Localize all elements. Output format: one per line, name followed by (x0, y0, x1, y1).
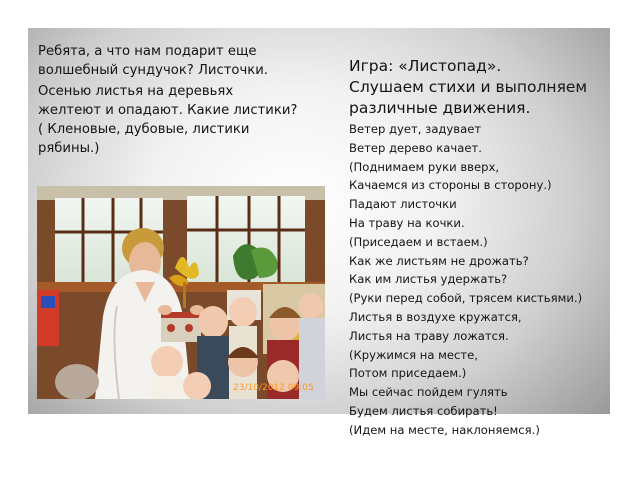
verse-line: Будем листья собирать! (349, 403, 498, 418)
verse-line: Ветер дерево качает. (349, 140, 482, 155)
verse-line: Падают листочки (349, 197, 457, 212)
intro-question: Ребята, а что нам подарит еще волшебный сундучок? Листочки. (38, 44, 269, 78)
game-title: Игра: «Листопад». (349, 57, 502, 75)
verse-line: (Приседаем и встаем.) (349, 234, 488, 249)
verse-line: (Руки перед собой, трясем кистьями.) (349, 291, 583, 306)
intro-text (38, 42, 298, 158)
verse-line: Качаемся из стороны в сторону.) (349, 178, 552, 193)
verse-line: (Кружимся на месте, (349, 347, 478, 362)
verse-line: Листья в воздухе кружатся, (349, 309, 522, 324)
verse-line: Как же листьям не дрожать? (349, 253, 529, 268)
game-subtitle-line-1: Слушаем стихи и выполняем (349, 78, 588, 96)
verse-line: На траву на кочки. (349, 215, 465, 230)
classroom-photo (37, 186, 325, 399)
verse-line: Как им листья удержать? (349, 272, 508, 287)
game-subtitle-line-2: различные движения. (349, 99, 531, 117)
game-title-block (349, 56, 611, 119)
intro-description: Осенью листья на деревьях желтеют и опадают. Какие листики?( Кленовые, дубовые, листики рябины.) (38, 84, 298, 156)
photo-timestamp: 23/10/2012 09:05 (233, 383, 314, 393)
verse-line: Ветер дует, задувает (349, 122, 482, 136)
verse-line: Потом приседаем.) (349, 366, 467, 381)
verse-line: (Идем на месте, наклоняемся.) (349, 422, 540, 437)
poem-verse (349, 120, 611, 440)
verse-line: Листья на траву ложатся. (349, 328, 509, 343)
verse-line: Мы сейчас пойдем гулять (349, 385, 508, 400)
classroom-photo-image (37, 186, 325, 399)
verse-line: (Поднимаем руки вверх, (349, 159, 500, 174)
